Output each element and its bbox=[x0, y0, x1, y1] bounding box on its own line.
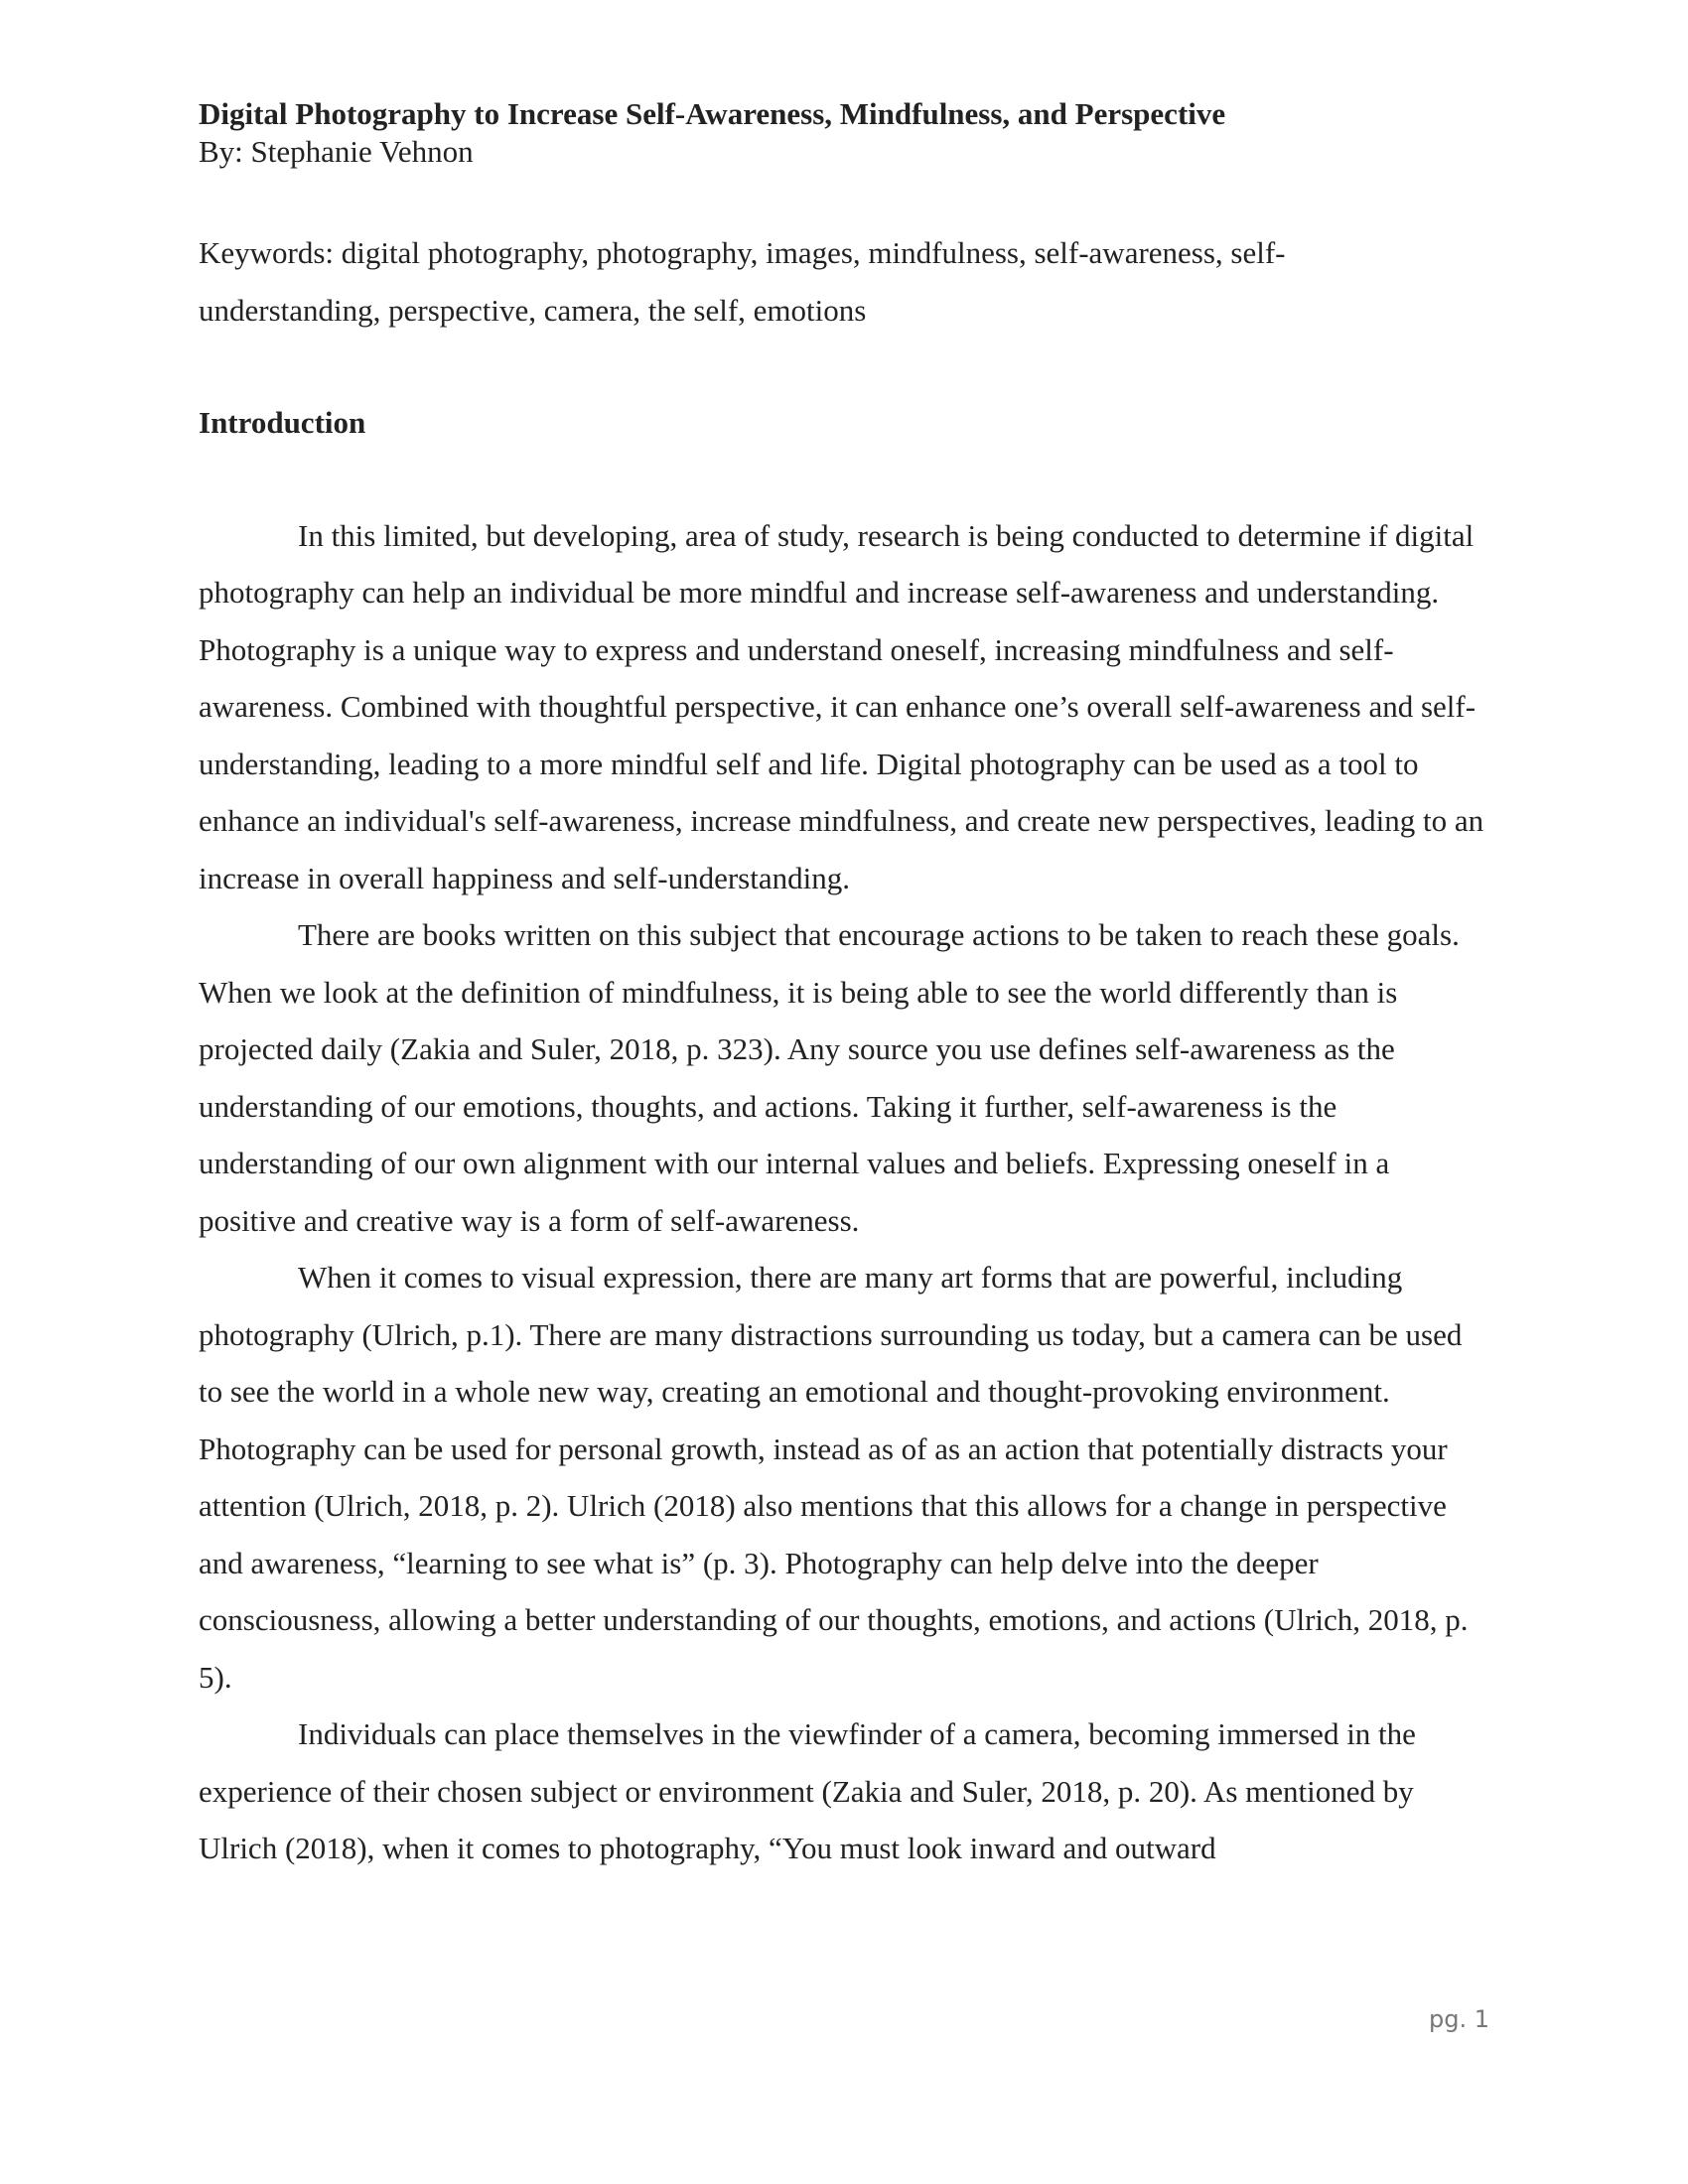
paragraph-4: Individuals can place themselves in the viewfinder of a camera, becoming immersed in the experience of their chosen subject or environment (Zakia and Suler, 2018, p. 20). As mentioned by Ulrich (2018), when it comes to photography, “You must look inward and outward bbox=[199, 1716, 1416, 1865]
paragraph-3: When it comes to visual expression, there are many art forms that are powerful, including photography (Ulrich, p.1). There are many distractions surrounding us today, but a camera can be used to see the world in a whole new way, creating an emotional and thought-provoking environment. Photography can be used for personal growth, instead as of as an action that potentially distracts your attention (Ulrich, 2018, p. 2). Ulrich (2018) also mentions that this allows for a change in perspective and awareness, “learning to see what is” (p. 3). Photography can help delve into the deeper consciousness, allowing a better understanding of our thoughts, emotions, and actions (Ulrich, 2018, p. 5). bbox=[199, 1260, 1469, 1695]
keywords: Keywords: digital photography, photography, images, mindfulness, self-awareness, self-understanding, perspective, camera, the self, emotions bbox=[199, 235, 1286, 328]
document-author: By: Stephanie Vehnon bbox=[199, 134, 474, 169]
document-title: Digital Photography to Increase Self-Awareness, Mindfulness, and Perspective bbox=[199, 96, 1226, 131]
section-heading-introduction: Introduction bbox=[199, 405, 366, 440]
introduction-body bbox=[199, 507, 1489, 1877]
paragraph-2: There are books written on this subject that encourage actions to be taken to reach these goals. When we look at the definition of mindfulness, it is being able to see the world differently than is projected daily (Zakia and Suler, 2018, p. 323). Any source you use defines self-awareness as the understanding of our emotions, thoughts, and actions. Taking it further, self-awareness is the understanding of our own alignment with our internal values and beliefs. Expressing oneself in a positive and creative way is a form of self-awareness. bbox=[199, 917, 1460, 1238]
page-number: pg. 1 bbox=[1429, 2005, 1489, 2033]
document-page bbox=[199, 95, 1489, 1877]
paragraph-1: In this limited, but developing, area of study, research is being conducted to determine if digital photography can help an individual be more mindful and increase self-awareness and understanding. Photography is a unique way to express and understand oneself, increasing mindfulness and self-awareness. Combined with thoughtful perspective, it can enhance one’s overall self-awareness and self-understanding, leading to a more mindful self and life. Digital photography can be used as a tool to enhance an individual's self-awareness, increase mindfulness, and create new perspectives, leading to an increase in overall happiness and self-understanding. bbox=[199, 517, 1484, 895]
